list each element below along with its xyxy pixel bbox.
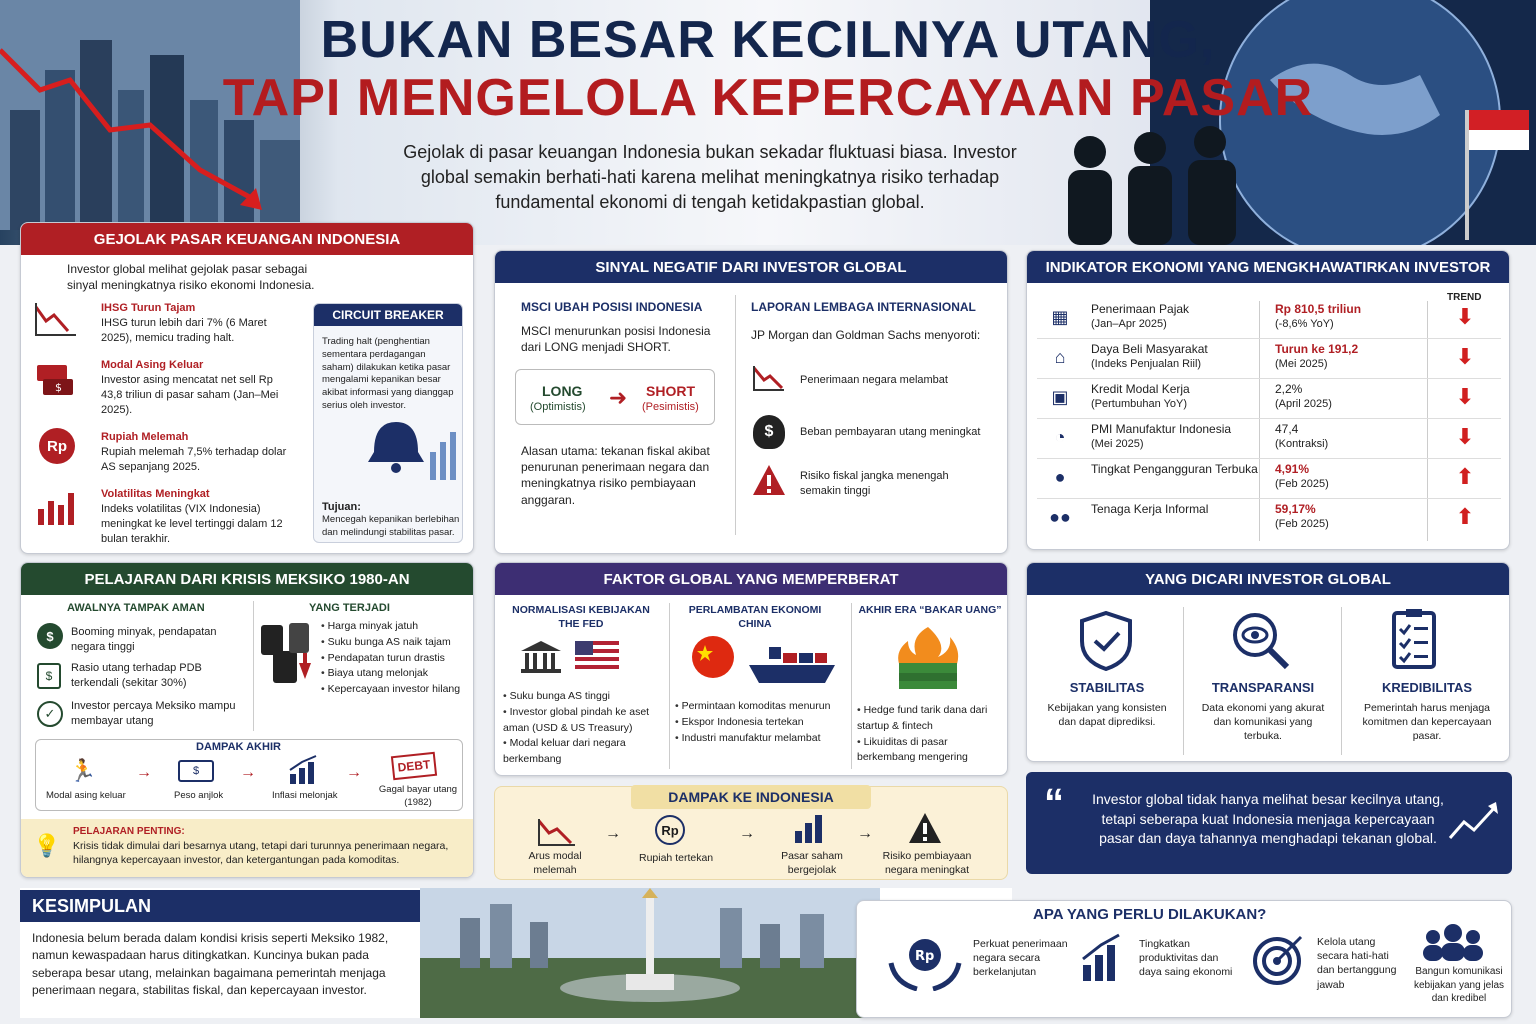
indicator-name: Tenaga Kerja Informal: [1091, 502, 1209, 516]
oil-barrel-icon: [257, 619, 317, 693]
investor-seek-title: YANG DICARI INVESTOR GLOBAL: [1027, 563, 1509, 595]
negative-signal-title: SINYAL NEGATIF DARI INVESTOR GLOBAL: [495, 251, 1007, 283]
arrow-icon: →: [857, 825, 873, 842]
impact-id-3: Pasar saham bergejolak: [781, 850, 843, 877]
list-item: • Pendapatan turun drastis: [321, 651, 471, 667]
divider: [669, 603, 670, 769]
mexico-crisis-title: PELAJARAN DARI KRISIS MEKSIKO 1980-AN: [21, 563, 473, 595]
item-body-rupiah: Rupiah melemah 7,5% terhadap dolar AS sepanjang 2025.: [101, 446, 287, 473]
trend-label: TREND: [1447, 292, 1482, 303]
item-body-volatilitas: Indeks volatilitas (VIX Indonesia) meningkat ke level tertinggi dalam 12 bulan terakhir.: [101, 503, 283, 545]
aman-item-1: Booming minyak, pendapatan negara tinggi: [71, 626, 217, 653]
item-head-rupiah: Rupiah Melemah: [101, 431, 189, 443]
row-divider: [1037, 498, 1501, 499]
item-body-ihsg: IHSG turun lebih dari 7% (6 Maret 2025), memicu trading halt.: [101, 317, 267, 344]
indicator-name: Kredit Modal Kerja: [1091, 382, 1190, 396]
list-item: • Investor global pindah ke aset aman (USD & US Treasury): [503, 705, 659, 737]
lesson-head: PELAJARAN PENTING:: [73, 826, 185, 837]
list-item: • Ekspor Indonesia tertekan: [675, 715, 835, 731]
chart-down-icon: [33, 299, 79, 339]
msci-body: MSCI menurunkan posisi Indonesia dari LONG menjadi SHORT.: [521, 324, 711, 355]
todo-2: Tingkatkan produktivitas dan daya saing ekonomi: [1139, 938, 1233, 979]
volatility-chart-icon: [33, 488, 83, 528]
report-item-2: Beban pembayaran utang meningkat: [800, 426, 981, 438]
msci-reason: Alasan utama: tekanan fiskal akibat penurunan penerimaan negara dan meningkatnya risiko pembiayaan anggaran.: [521, 444, 710, 507]
col-divider: [1259, 301, 1260, 541]
banknote-icon: $: [178, 760, 214, 782]
seek-head-2: TRANSPARANSI: [1211, 680, 1315, 695]
indicator-sub: (Jan–Apr 2025): [1091, 318, 1167, 330]
list-item: • Modal keluar dari negara berkembang: [503, 736, 659, 768]
arrow-icon: →: [240, 764, 256, 781]
list-item: • Kepercayaan investor hilang: [321, 682, 471, 698]
row-divider: [1037, 458, 1501, 459]
divider: [851, 603, 852, 769]
trend-down-icon: ⬇: [1455, 344, 1475, 369]
indicator-value: 4,91%: [1275, 462, 1310, 476]
indonesia-impact-card: [494, 786, 1008, 880]
indicator-value2: (-8,6% YoY): [1275, 318, 1334, 330]
indicator-value: Turun ke 191,2: [1275, 342, 1359, 356]
list-item: • Hedge fund tarik dana dari startup & fintech: [857, 703, 1003, 735]
indicator-value2: (April 2025): [1275, 398, 1332, 410]
indicator-sub: (Mei 2025): [1091, 438, 1144, 450]
target-icon: [1253, 931, 1307, 985]
rupiah-icon: Rp: [655, 815, 685, 845]
short-label: SHORT: [646, 383, 695, 399]
circuit-breaker-title: CIRCUIT BREAKER: [314, 304, 462, 326]
circuit-breaker-box: [313, 303, 463, 543]
divider: [253, 601, 254, 731]
long-label: LONG: [542, 383, 583, 399]
circuit-breaker-goal-label: Tujuan:: [322, 501, 361, 513]
money-bag-icon: $: [753, 415, 785, 449]
divider: [1341, 607, 1342, 755]
hands-rupiah-icon: [887, 935, 963, 991]
usa-flag-icon: [575, 641, 619, 669]
magnifier-eye-icon: [1231, 611, 1291, 671]
todo-1: Perkuat penerimaan negara secara berkelanjutan: [973, 938, 1068, 979]
indicator-sub: (Pertumbuhan YoY): [1091, 398, 1188, 410]
burning-money-icon: [893, 625, 963, 691]
indicator-value: 59,17%: [1275, 502, 1316, 516]
quote-mark-icon: “: [1044, 781, 1064, 825]
china-head: PERLAMBATAN EKONOMI CHINA: [688, 604, 822, 631]
bank-building-icon: [519, 639, 563, 675]
lesson-body: Krisis tidak dimulai dari besarnya utang, tetapi dari turunnya penerimaan negara, hilangnya kepercayaan investor, dan ketergantungan pada komoditas.: [73, 840, 449, 867]
china-list: [675, 699, 835, 746]
impact-1: Modal asing keluar: [46, 790, 126, 801]
row-divider: [1037, 378, 1501, 379]
arrow-icon: →: [346, 764, 362, 781]
circuit-breaker-goal: Mencegah kepanikan berlebihan dan melindungi stabilitas pasar.: [322, 514, 460, 538]
fed-head: NORMALISASI KEBIJAKAN THE FED: [512, 604, 650, 631]
quote-box: [1026, 772, 1512, 874]
indicator-value2: (Kontraksi): [1275, 438, 1329, 450]
circuit-breaker-body: Trading halt (penghentian sementara perdagangan saham) dilakukan ketika pasar mengalami kepanikan besar akibat informasi yang dianggap serius oleh investor.: [322, 336, 454, 412]
warning-icon: [751, 463, 787, 497]
list-item: • Industri manufaktur melambat: [675, 731, 835, 747]
list-item: • Biaya utang melonjak: [321, 666, 471, 682]
warning-icon: [907, 811, 943, 845]
seek-body-3: Pemerintah harus menjaga komitmen dan kepercayaan pasar.: [1362, 702, 1492, 743]
global-factor-card: [494, 562, 1008, 776]
impact-3: Inflasi melonjak: [272, 790, 338, 801]
main-title-line2: TAPI MENGELOLA KEPERCAYAAN PASAR: [222, 69, 1314, 127]
people-group-icon: [1421, 923, 1485, 963]
rupiah-icon: Rp: [39, 428, 75, 464]
alarm-bell-icon: [354, 412, 464, 482]
final-impact-box: [35, 739, 463, 811]
impact-id-2: Rupiah tertekan: [639, 852, 714, 864]
aman-item-2: Rasio utang terhadap PDB terkendali (sekitar 30%): [71, 662, 202, 689]
item-head-modal: Modal Asing Keluar: [101, 359, 204, 371]
jakarta-monument-image: [420, 888, 880, 1018]
item-head-volatilitas: Volatilitas Meningkat: [101, 488, 210, 500]
todo-3: Kelola utang secara hati-hati dan bertanggung jawab: [1317, 936, 1397, 991]
trend-up-icon: ⬆: [1455, 504, 1475, 529]
what-to-do-card: [856, 900, 1512, 1018]
divider: [1183, 607, 1184, 755]
list-item: • Suku bunga AS naik tajam: [321, 635, 471, 651]
burn-head: AKHIR ERA “BAKAR UANG”: [858, 604, 1002, 616]
cargo-ship-icon: [747, 643, 837, 687]
aman-head: AWALNYA TAMPAK AMAN: [67, 602, 205, 614]
short-sub: (Pesimistis): [642, 401, 699, 413]
arrow-icon: →: [605, 825, 621, 842]
terjadi-head: YANG TERJADI: [309, 602, 390, 614]
report-body: JP Morgan dan Goldman Sachs menyoroti:: [751, 328, 981, 342]
chart-down-icon: [537, 817, 577, 847]
indicator-value2: (Mei 2025): [1275, 358, 1328, 370]
bank-icon: ▦: [1051, 306, 1069, 327]
briefcase-icon: ▣: [1051, 386, 1069, 407]
person-icon: ●: [1054, 466, 1066, 487]
svg-text:Rp: Rp: [915, 949, 935, 964]
report-head: LAPORAN LEMBAGA INTERNASIONAL: [751, 300, 976, 314]
money-outflow-icon: [33, 357, 79, 401]
growth-chart-icon: [1079, 931, 1127, 983]
indicator-value: 2,2%: [1275, 382, 1303, 396]
impact-id-1: Arus modal melemah: [528, 850, 582, 877]
business-people-silhouette: [1060, 120, 1260, 245]
list-item: • Likuiditas di pasar berkembang mengering: [857, 735, 1003, 767]
lesson-box: [21, 819, 474, 878]
market-turmoil-title: GEJOLAK PASAR KEUANGAN INDONESIA: [21, 223, 473, 255]
seek-body-1: Kebijakan yang konsisten dan dapat diprediksi.: [1047, 702, 1167, 729]
quote-text: Investor global tidak hanya melihat besar kecilnya utang, tetapi seberapa kuat Indonesia menjaga kepercayaan pasar dan daya tahannya menghadapi tekanan global.: [1092, 791, 1444, 847]
main-title-line1: BUKAN BESAR KECILNYA UTANG,: [320, 11, 1216, 69]
msci-long-short-box: [515, 369, 715, 425]
people-icon: ●●: [1049, 506, 1071, 527]
impact-id-4: Risiko pembiayaan negara meningkat: [882, 850, 972, 877]
indicator-card: [1026, 250, 1510, 550]
indicator-name: Tingkat Pengangguran Terbuka: [1091, 462, 1258, 476]
gauge-icon: ◔: [1054, 426, 1066, 447]
arrow-icon: →: [739, 825, 755, 842]
indicator-name: Penerimaan Pajak: [1091, 302, 1190, 316]
arrow-icon: →: [136, 764, 152, 781]
item-head-ihsg: IHSG Turun Tajam: [101, 302, 196, 314]
market-turmoil-lead: Investor global melihat gejolak pasar sebagai sinyal meningkatnya risiko ekonomi Indonesia.: [67, 262, 315, 293]
indicator-value2: (Feb 2025): [1275, 478, 1329, 490]
impact-2: Peso anjlok: [174, 790, 224, 801]
indicator-sub: (Indeks Penjualan Riil): [1091, 358, 1202, 370]
aman-item-3: Investor percaya Meksiko mampu membayar utang: [71, 700, 236, 727]
burn-list: [857, 703, 1003, 766]
list-item: • Permintaan komoditas menurun: [675, 699, 835, 715]
bar-chart-icon: [793, 811, 829, 845]
chart-down-icon: [751, 363, 787, 393]
running-person-icon: 🏃: [69, 758, 97, 783]
checklist-icon: [1391, 607, 1437, 669]
shop-icon: ⌂: [1054, 346, 1066, 367]
item-body-modal: Investor asing mencatat net sell Rp 43,8 triliun di pasar saham (Jan–Mei 2025).: [101, 374, 279, 416]
list-item: • Suku bunga AS tinggi: [503, 689, 659, 705]
shield-check-icon: [1079, 611, 1133, 671]
divider: [735, 295, 736, 535]
indicator-title: INDIKATOR EKONOMI YANG MENGKHAWATIRKAN INVESTOR: [1027, 251, 1509, 283]
lightbulb-icon: 💡: [33, 833, 61, 858]
document-chart-icon: $: [37, 663, 61, 689]
impact-4: Gagal bayar utang (1982): [378, 784, 458, 808]
long-sub: (Optimistis): [530, 401, 586, 413]
indicator-value2: (Feb 2025): [1275, 518, 1329, 530]
seek-body-2: Data ekonomi yang akurat dan komunikasi yang terbuka.: [1201, 702, 1325, 743]
conclusion-body: Indonesia belum berada dalam kondisi krisis seperti Meksiko 1982, namun kewaspadaan harus ditingkatkan. Kuncinya bukan pada seberapa besar utang, melainkan bagaimana pemerintah menjaga penerimaan negara, stabilitas fiskal, dan kepercayaan investor.: [32, 931, 389, 998]
handshake-icon: ✓: [37, 701, 63, 727]
report-item-1: Penerimaan negara melambat: [800, 374, 948, 386]
final-impact-head: DAMPAK AKHIR: [196, 741, 281, 753]
money-bag-icon: $: [37, 623, 63, 649]
list-item: • Harga minyak jatuh: [321, 619, 471, 635]
report-item-3: Risiko fiskal jangka menengah semakin tinggi: [800, 470, 949, 497]
seek-head-3: KREDIBILITAS: [1381, 680, 1473, 695]
debt-stamp-icon: DEBT: [391, 752, 437, 780]
fed-list: [503, 689, 659, 768]
indonesia-impact-title: DAMPAK KE INDONESIA: [631, 785, 871, 809]
row-divider: [1037, 338, 1501, 339]
market-turmoil-card: [20, 222, 474, 554]
svg-text:$: $: [55, 381, 62, 394]
seek-head-1: STABILITAS: [1069, 680, 1145, 695]
china-flag-icon: [691, 635, 735, 679]
trend-down-icon: ⬇: [1455, 304, 1475, 329]
bar-chart-icon: [288, 754, 322, 786]
trend-up-icon: [1446, 798, 1502, 846]
msci-head: MSCI UBAH POSISI INDONESIA: [521, 300, 703, 314]
indicator-value: 47,4: [1275, 422, 1299, 436]
terjadi-list: [321, 619, 471, 698]
row-divider: [1037, 418, 1501, 419]
col-divider: [1427, 301, 1428, 541]
what-to-do-title: APA YANG PERLU DILAKUKAN?: [1033, 906, 1267, 923]
arrow-right-icon: ➜: [608, 385, 628, 410]
global-factor-title: FAKTOR GLOBAL YANG MEMPERBERAT: [495, 563, 1007, 595]
investor-seek-card: [1026, 562, 1510, 762]
trend-down-icon: ⬇: [1455, 424, 1475, 449]
todo-4: Bangun komunikasi kebijakan yang jelas dan kredibel: [1413, 966, 1505, 1004]
indicator-name: Daya Beli Masyarakat: [1091, 342, 1208, 356]
mexico-crisis-card: [20, 562, 474, 878]
intro-paragraph: Gejolak di pasar keuangan Indonesia bukan sekadar fluktuasi biasa. Investor global semakin berhati-hati karena melihat meningkatnya risiko terhadap fundamental ekonomi di tengah ketidakpastian global.: [403, 142, 1017, 213]
negative-signal-card: [494, 250, 1008, 554]
conclusion-title: KESIMPULAN: [20, 890, 420, 922]
indicator-name: PMI Manufaktur Indonesia: [1091, 422, 1232, 436]
trend-down-icon: ⬇: [1455, 384, 1475, 409]
trend-up-icon: ⬆: [1455, 464, 1475, 489]
indicator-value: Rp 810,5 triliun: [1275, 302, 1362, 316]
